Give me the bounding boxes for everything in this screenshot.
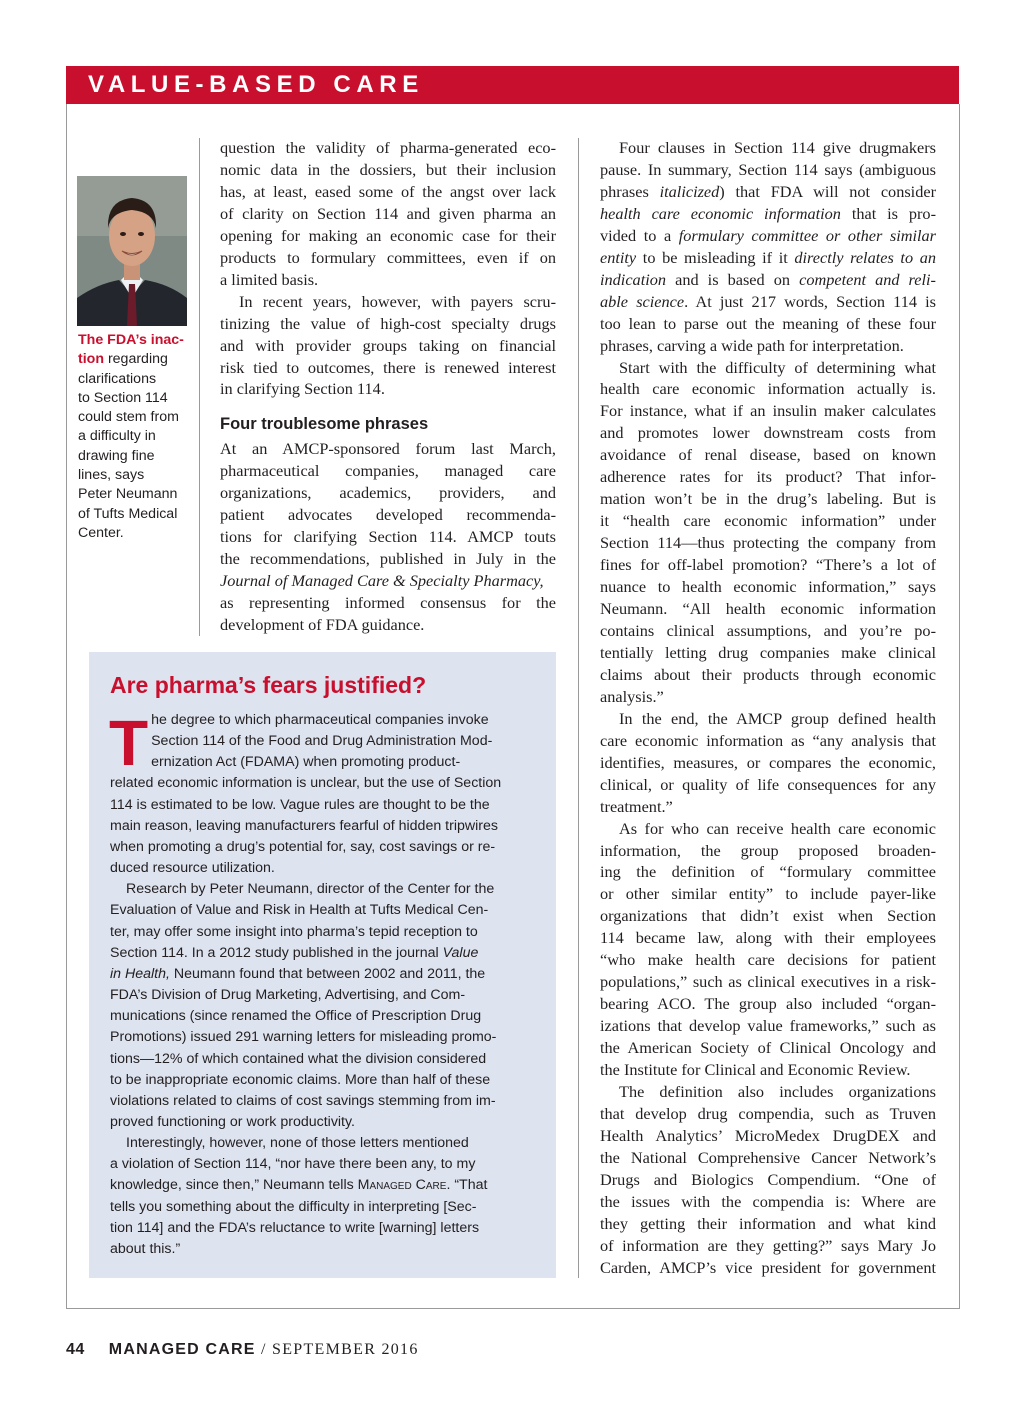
- caption-text: Peter Neumann: [78, 486, 178, 503]
- body-line: it “health care economic information” under: [600, 511, 936, 531]
- body-line: and with provider groups taking on financial: [220, 335, 556, 355]
- body-line: Neumann. “All health economic information: [600, 599, 936, 619]
- body-line: organizations that didn’t exist when Section: [600, 906, 936, 926]
- body-text: ) that FDA will not consider: [719, 181, 936, 201]
- body-line: 114 became law, along with their employees: [600, 928, 936, 948]
- body-line: too lean to parse out the meaning of these four: [600, 313, 936, 333]
- caption-text: lines, says: [78, 467, 145, 484]
- sidebar-line: munications (since renamed the Office of Prescription Drug: [110, 1008, 482, 1025]
- sidebar-line: when promoting a drug’s potential for, say, cost savings or re-: [110, 838, 496, 855]
- body-line: ing the definition of “formulary committee: [600, 862, 936, 882]
- body-line: The definition also includes organizations: [619, 1081, 936, 1101]
- sidebar-line: Evaluation of Value and Risk in Health at Tufts Medical Cen-: [110, 902, 489, 919]
- sidebar-line: . “That: [446, 1177, 488, 1194]
- caption-text: a difficulty in: [78, 428, 156, 445]
- photo-caption: [78, 331, 198, 543]
- magazine-title: MANAGED CARE: [108, 1341, 256, 1358]
- body-line: organizations, academics, providers, and: [220, 483, 556, 503]
- section-header: [66, 66, 959, 104]
- body-line: tinizing the value of high-cost specialty drugs: [220, 313, 556, 333]
- body-line: nomic data in the dossiers, but their inclusion: [220, 159, 556, 179]
- italic-text: in Health,: [110, 965, 170, 982]
- sidebar-line: ernization Act (FDAMA) when promoting product-: [151, 754, 461, 771]
- body-line: a limited basis.: [220, 269, 319, 289]
- body-line: Drugs and Biologics Compendium. “One of: [600, 1169, 936, 1189]
- sidebar-paragraph: [110, 879, 538, 1133]
- body-line: analysis.”: [600, 686, 664, 706]
- italic-text: italicized: [659, 181, 720, 201]
- sidebar-line: 114 is estimated to be low. Vague rules are thought to be the: [110, 796, 490, 813]
- body-line: question the validity of pharma-generated eco-: [220, 138, 556, 157]
- column-rule: [199, 138, 200, 636]
- italic-text: formulary committee or other similar: [678, 225, 936, 245]
- body-line: care economic information as “any analysis that: [600, 730, 936, 750]
- section-title: VALUE-BASED CARE: [88, 71, 424, 98]
- body-line: has, at least, eased some of the angst over lack: [220, 181, 556, 201]
- sidebar-title: Are pharma’s fears justified?: [110, 672, 427, 698]
- journal-name: Journal of Managed Care & Specialty Pharmacy,: [220, 571, 544, 591]
- body-line: izations that develop value frameworks,” such as: [600, 1016, 936, 1036]
- caption-text: could stem from: [78, 409, 179, 426]
- body-line: Carden, AMCP’s vice president for government: [600, 1257, 936, 1277]
- caption-text: to Section 114: [78, 389, 168, 406]
- sidebar-line: duced resource utilization.: [110, 860, 275, 877]
- sidebar-paragraph: [110, 1133, 538, 1260]
- body-line: treatment.”: [600, 796, 673, 816]
- magazine-name: Managed Care: [357, 1177, 447, 1194]
- caption-highlight: The FDA’s inac-: [78, 332, 184, 348]
- sidebar-line: knowledge, since then,” Neumann tells: [110, 1177, 358, 1194]
- body-line: the issues with the compendia is: Where are: [600, 1191, 936, 1211]
- portrait-photo: [77, 176, 187, 326]
- body-line: Four clauses in Section 114 give drugmakers: [619, 138, 936, 157]
- italic-text: Value: [442, 944, 479, 961]
- body-line: In recent years, however, with payers scru-: [239, 291, 556, 311]
- body-line: products to formulary committees, even if on: [220, 247, 556, 267]
- page-number: 44: [66, 1341, 85, 1358]
- body-line: At an AMCP-sponsored forum last March,: [220, 439, 556, 459]
- body-line: and promotes lower downstream costs from: [600, 423, 936, 443]
- sidebar-line: Section 114. In a 2012 study published in the journal: [110, 944, 443, 961]
- sidebar-body: [109, 707, 538, 1260]
- body-line: [600, 247, 936, 269]
- sidebar-line: related economic information is unclear, but the use of Section: [110, 775, 502, 792]
- sidebar-line: Research by Peter Neumann, director of the Center for the: [126, 881, 495, 898]
- caption-text: regarding: [104, 351, 168, 368]
- body-line: development of FDA guidance.: [220, 615, 425, 635]
- body-line: identifies, measures, or compares the economic,: [600, 752, 936, 772]
- caption-highlight: tion: [78, 351, 104, 368]
- body-line: For instance, what if an insulin maker calculates: [600, 401, 936, 421]
- italic-text: entity: [600, 247, 637, 267]
- italic-text: health care economic information: [600, 203, 841, 223]
- body-line: populations,” such as clinical executives in a risk-: [600, 972, 936, 992]
- body-text: to be misleading if it: [636, 247, 795, 267]
- sidebar-line: about this.”: [110, 1240, 181, 1257]
- body-line: fines for off-label promotion? “There’s a lot of: [600, 555, 936, 575]
- body-line: In the end, the AMCP group defined health: [619, 708, 936, 728]
- body-line: phrases, carving a wide path for interpretation.: [600, 335, 904, 355]
- sidebar-line: proved functioning or work productivity.: [110, 1113, 355, 1130]
- body-line: nuance to health economic information,” says: [600, 577, 936, 597]
- body-line: pharmaceutical companies, managed care: [220, 461, 556, 481]
- body-text: that is pro-: [840, 203, 936, 223]
- body-line: health care economic information actually is.: [600, 379, 936, 399]
- page-footer: [66, 1341, 419, 1359]
- body-line: Health Analytics’ MicroMedex DrugDEX and: [600, 1125, 936, 1145]
- sidebar-paragraph: [109, 707, 538, 879]
- body-line: the National Comprehensive Cancer Network’s: [600, 1147, 936, 1167]
- body-line: Section 114—thus protecting the company from: [600, 533, 936, 553]
- sidebar-line: Neumann found that between 2002 and 2011, the: [169, 965, 486, 982]
- sidebar-line: Interestingly, however, none of those letters mentioned: [126, 1135, 469, 1152]
- body-line: avoidance of renal disease, based on known: [600, 445, 936, 465]
- italic-text: directly relates to an: [794, 247, 936, 267]
- body-line: tions for clarifying Section 114. AMCP touts: [220, 527, 556, 547]
- column-rule: [578, 138, 579, 1278]
- body-line: claims about their products through economic: [600, 664, 936, 684]
- caption-text: Center.: [78, 524, 124, 541]
- body-line: they getting their information and what kind: [600, 1213, 936, 1233]
- body-line: [600, 291, 936, 313]
- body-text: and is based on: [666, 269, 800, 289]
- body-line: [600, 269, 936, 291]
- body-text: . At just 217 words, Section 114 is: [684, 291, 936, 311]
- caption-text: of Tufts Medical: [78, 505, 178, 522]
- italic-text: indication: [600, 269, 667, 289]
- body-line: the recommendations, published in July in the: [220, 549, 556, 569]
- body-text: vided to a: [600, 225, 679, 245]
- body-line: the American Society of Clinical Oncology and: [600, 1038, 936, 1058]
- italic-text: competent and reli-: [799, 269, 936, 289]
- drop-cap: T: [109, 707, 149, 779]
- sidebar-line: tion 114] and the FDA’s reluctance to write [warning] letters: [110, 1219, 480, 1236]
- body-text: phrases: [600, 181, 660, 201]
- issue-date: / SEPTEMBER 2016: [255, 1341, 419, 1358]
- body-line: [600, 225, 936, 247]
- body-line: opening for making an economic case for their: [220, 225, 556, 245]
- sidebar-line: Section 114 of the Food and Drug Administration Mod-: [151, 733, 493, 750]
- subhead: Four troublesome phrases: [220, 415, 429, 434]
- body-line: contains clinical assumptions, and you’re po-: [600, 620, 936, 640]
- caption-text: drawing fine: [78, 447, 155, 464]
- caption-text: clarifications: [78, 370, 157, 387]
- portrait-illustration: [77, 176, 187, 326]
- sidebar-line: Promotions) issued 291 warning letters for misleading promo-: [110, 1029, 497, 1046]
- body-line: that develop drug compendia, such as Truven: [600, 1103, 936, 1123]
- middle-column: [220, 137, 556, 636]
- body-line: of information are they getting?” says Mary Jo: [600, 1235, 936, 1255]
- body-line: the Institute for Clinical and Economic Review.: [600, 1060, 911, 1080]
- italic-text: able science: [600, 291, 685, 311]
- body-line: [600, 203, 936, 225]
- body-line: pause. In summary, Section 114 says (ambiguous: [600, 159, 936, 179]
- body-line: Start with the difficulty of determining what: [619, 357, 936, 377]
- sidebar-line: violations related to claims of cost savings stemming from im-: [110, 1092, 496, 1109]
- sidebar-box: [89, 652, 556, 1278]
- body-line: [600, 181, 936, 203]
- body-line: bearing ACO. The group also included “organ-: [600, 994, 936, 1014]
- body-line: clinical, or quality of life consequences for any: [600, 774, 936, 794]
- body-line: information, the group proposed broaden-: [600, 840, 936, 860]
- body-line: of clarity on Section 114 and given pharma an: [220, 203, 556, 223]
- body-line: adherence rates for its product? That infor-: [600, 467, 936, 487]
- right-column: [600, 137, 936, 1279]
- sidebar-line: FDA’s Division of Drug Marketing, Advertising, and Com-: [110, 987, 466, 1004]
- sidebar-line: ter, may offer some insight into pharma’s tepid reception to: [110, 923, 478, 940]
- body-line: patient advocates developed recommenda-: [220, 505, 556, 525]
- body-line: as representing informed consensus for the: [220, 593, 556, 613]
- body-line: mation won’t be in the drug’s labeling. But is: [600, 489, 936, 509]
- sidebar-line: tells you something about the difficulty in interpreting [Sec-: [110, 1198, 477, 1215]
- body-line: “who make health care decisions for patient: [600, 950, 936, 970]
- body-line: risk tied to outcomes, there is renewed interest: [220, 357, 556, 377]
- sidebar-line: he degree to which pharmaceutical companies invoke: [151, 712, 489, 728]
- sidebar-line: tions—12% of which contained what the division considered: [110, 1050, 487, 1067]
- body-line: tentially letting drug companies make clinical: [600, 642, 936, 662]
- sidebar-line: main reason, leaving manufacturers fearful of hidden tripwires: [110, 817, 498, 834]
- sidebar-line: a violation of Section 114, “nor have there been any, to my: [110, 1156, 476, 1173]
- body-line: or other similar entity” to include payer-like: [600, 884, 936, 904]
- body-line: As for who can receive health care economic: [619, 818, 936, 838]
- body-line: in clarifying Section 114.: [220, 379, 385, 399]
- sidebar-line: to be inappropriate economic claims. More than half of these: [110, 1071, 491, 1088]
